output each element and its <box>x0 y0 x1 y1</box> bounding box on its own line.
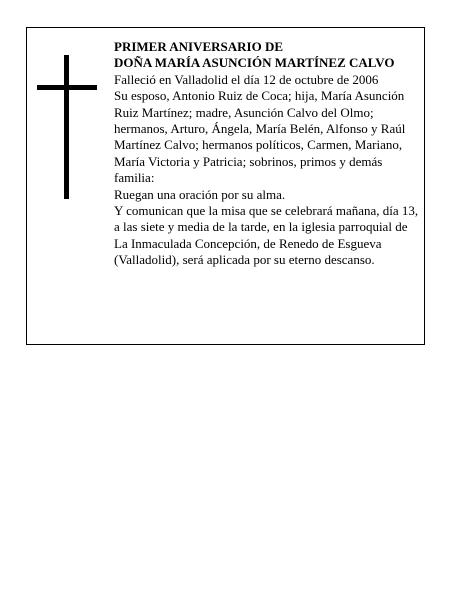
notice-heading-name: DOÑA MARÍA ASUNCIÓN MARTÍNEZ CALVO <box>114 55 395 71</box>
death-date-paragraph: Falleció en Valladolid el día 12 de octubre de 2006 <box>114 71 379 87</box>
mass-paragraph: Y comunican que la misa que se celebrará mañana, día 13, a las siete y media de la tarde, en la iglesia parroquial de La Inmaculada Concepción, de Renedo de Esgueva (Valladolid), será aplicada por su eterno descanso. <box>114 203 419 268</box>
prayer-paragraph: Ruegan una oración por su alma. <box>114 186 286 202</box>
obituary-notice <box>26 27 425 345</box>
cross-horizontal-bar <box>37 85 97 90</box>
latin-cross-icon <box>37 55 97 199</box>
family-paragraph: Su esposo, Antonio Ruiz de Coca; hija, María Asunción Ruiz Martínez; madre, Asunción Calvo del Olmo; hermanos, Arturo, Ángela, María Belén, Alfonso y Raúl Martínez Calvo; hermanos políticos, Carmen, Mariano, María Victoria y Patricia; sobrinos, primos y demás familia: <box>114 88 406 186</box>
notice-text <box>114 39 424 269</box>
cross-vertical-bar <box>64 55 69 199</box>
notice-heading-anniversary: PRIMER ANIVERSARIO DE <box>114 39 284 54</box>
